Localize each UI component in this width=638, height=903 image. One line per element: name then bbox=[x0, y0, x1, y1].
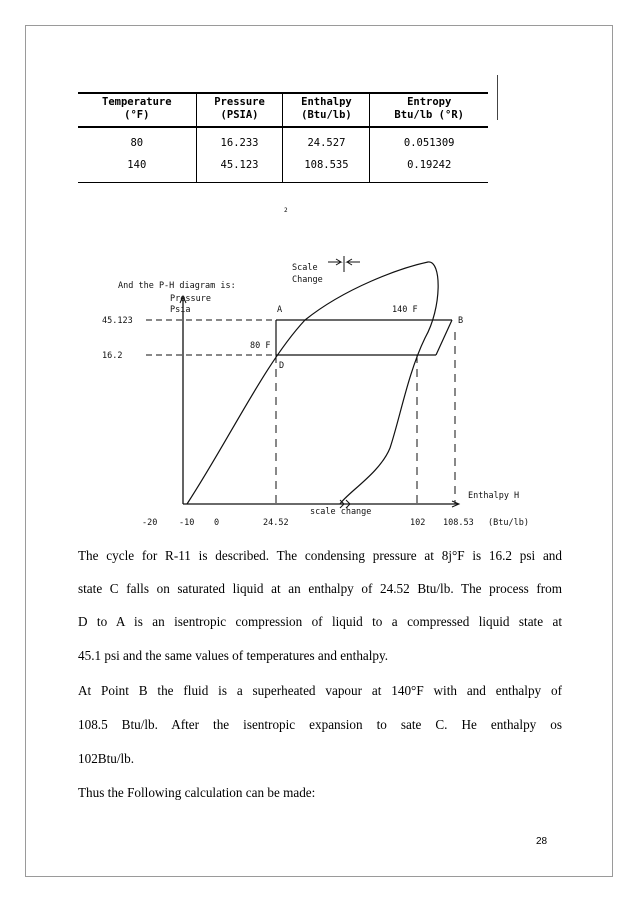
table-cell: 80 bbox=[130, 137, 144, 149]
body-line: 45.1 psi and the same values of temperatures and enthalpy. bbox=[78, 648, 389, 663]
table-cell: 16.233 bbox=[196, 127, 283, 154]
table-cell: 108.535 bbox=[283, 154, 370, 183]
scale-change-top-2: Change bbox=[292, 275, 323, 285]
table-cell: 0.051309 bbox=[370, 127, 488, 154]
table-cell: 0.19242 bbox=[370, 154, 488, 183]
y-tick-16-2: 16.2 bbox=[102, 351, 123, 361]
expansion-line bbox=[436, 320, 452, 355]
header-entropy: Entropy Btu/lb (°R) bbox=[370, 93, 488, 127]
y-tick-45-123: 45.123 bbox=[102, 316, 133, 326]
table-header-row bbox=[78, 93, 488, 127]
x-axis-label: Enthalpy H bbox=[468, 491, 520, 501]
table-cell: 140 bbox=[78, 154, 196, 183]
x-tick-0: 0 bbox=[214, 518, 220, 528]
ph-diagram bbox=[100, 248, 560, 533]
x-axis-unit: (Btu/lb) bbox=[488, 518, 529, 528]
x-tick-neg10: -10 bbox=[179, 518, 195, 528]
scale-change-arrow-left bbox=[328, 259, 341, 265]
header-enthalpy: Enthalpy (Btu/lb) bbox=[283, 93, 370, 127]
body-line: state C falls on saturated liquid at an enthalpy of 24.52 Btu/lb. The process from bbox=[78, 581, 562, 596]
point-a-label: A bbox=[277, 305, 283, 315]
saturation-dome bbox=[187, 262, 438, 504]
table-cell: 45.123 bbox=[196, 154, 283, 183]
body-line: At Point B the fluid is a superheated vapour at 140°F with and enthalpy of bbox=[78, 683, 562, 698]
x-tick-24-52: 24.52 bbox=[263, 518, 289, 528]
refrigerant-properties-table bbox=[78, 92, 488, 204]
scale-change-arrow-right bbox=[347, 259, 360, 265]
point-d-label: D bbox=[279, 361, 285, 371]
scale-change-top-1: Scale bbox=[292, 263, 318, 273]
body-line: D to A is an isentropic compression of liquid to a compressed liquid state at bbox=[78, 614, 562, 629]
isotherm-140-label: 140 F bbox=[392, 305, 418, 315]
scale-change-bottom: scale change bbox=[310, 507, 372, 517]
body-line: The cycle for R-11 is described. The condensing pressure at 8j°F is 16.2 psi and bbox=[78, 548, 562, 563]
table-row bbox=[78, 127, 488, 154]
y-axis-label: Pressure bbox=[170, 294, 211, 304]
page-number: 28 bbox=[536, 836, 548, 847]
scan-edge-line bbox=[497, 75, 498, 120]
point-b-label: B bbox=[458, 316, 464, 326]
y-axis-unit: Psia bbox=[170, 305, 191, 315]
body-line: 108.5 Btu/lb. After the isentropic expansion to sate C. He enthalpy os bbox=[78, 717, 562, 732]
isotherm-80-label: 80 F bbox=[250, 341, 271, 351]
x-tick-102: 102 bbox=[410, 518, 426, 528]
x-tick-108-53: 108.53 bbox=[443, 518, 474, 528]
body-line: 102Btu/lb. bbox=[78, 751, 135, 766]
body-line: Thus the Following calculation can be made: bbox=[78, 785, 316, 800]
header-temperature: Temperature (°F) bbox=[78, 93, 196, 127]
header-pressure: Pressure (PSIA) bbox=[196, 93, 283, 127]
table-cell: 24.527 bbox=[283, 127, 370, 154]
table-row bbox=[78, 154, 488, 183]
scan-mark: 2 bbox=[284, 207, 288, 214]
diagram-caption: And the P-H diagram is: bbox=[118, 281, 236, 291]
x-tick-neg20: -20 bbox=[142, 518, 158, 528]
